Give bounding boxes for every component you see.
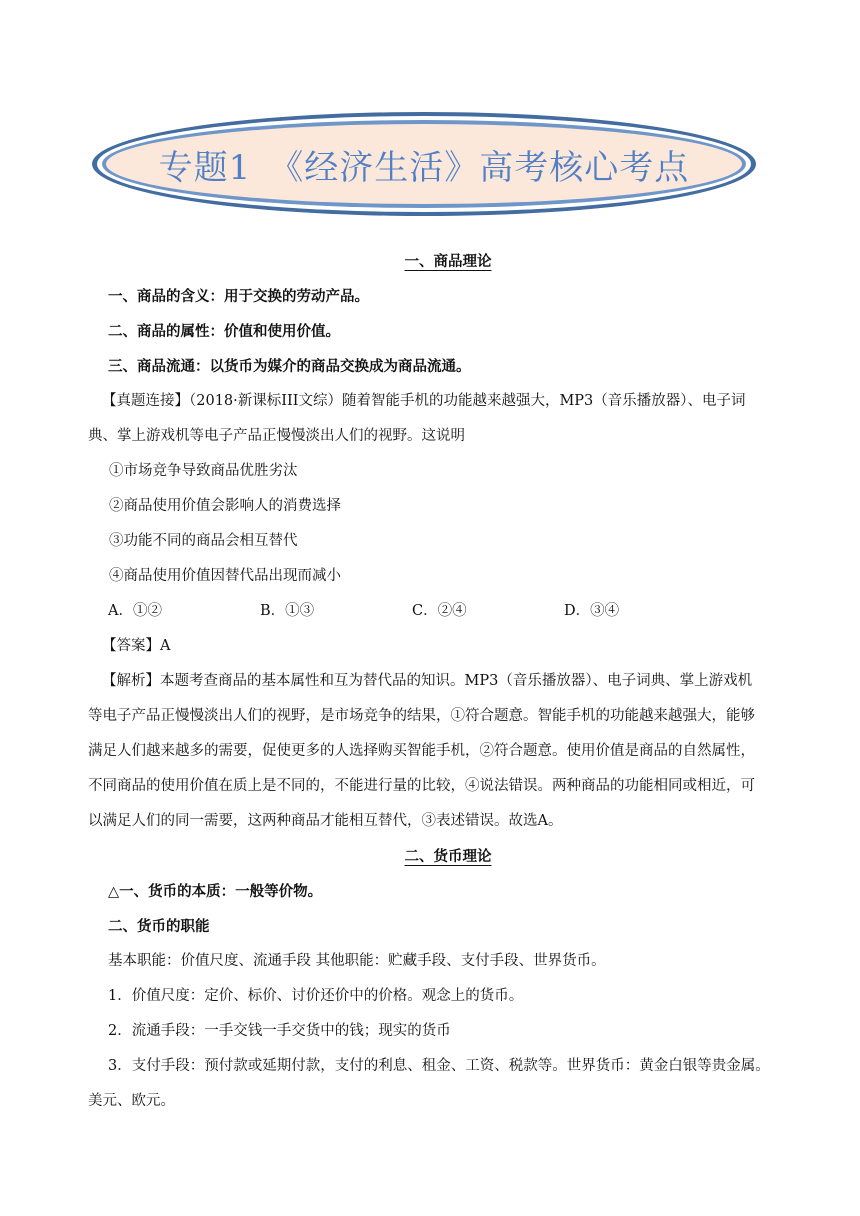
option-d: D．③④ [564, 603, 620, 619]
analysis-line: 不同商品的使用价值在质上是不同的，不能进行量的比较，④说法错误。两种商品的功能相同或相近，可 [88, 778, 755, 794]
question-stem-line: 典、掌上游戏机等电子产品正慢慢淡出人们的视野。这说明 [88, 428, 465, 444]
body-line: 1．价值尺度：定价、标价、讨价还价中的价格。观念上的货币。 [108, 988, 524, 1004]
body-line: 2．流通手段：一手交钱一手交货中的钱；现实的货币 [108, 1023, 451, 1039]
page-title: 专题1 《经济生活》高考核心考点 [158, 147, 690, 188]
body-line: 3．支付手段：预付款或延期付款，支付的利息、租金、工资、税款等。世界货币：黄金白银等贵金属。 [108, 1058, 770, 1074]
answer-options [108, 594, 788, 629]
question-stem-line: 【真题连接】（2018·新课标III文综）随着智能手机的功能越来越强大，MP3（音乐播放器）、电子词 [102, 393, 746, 409]
option-b: B．①③ [260, 603, 315, 619]
statement-item: ①市场竞争导致商品优胜劣汰 [109, 463, 298, 479]
body-line: 基本职能：价值尺度、流通手段 其他职能：贮藏手段、支付手段、世界货币。 [108, 953, 606, 969]
body-line: 美元、欧元。 [88, 1093, 175, 1109]
answer-line: 【答案】A [102, 638, 171, 654]
statement-item: ④商品使用价值因替代品出现而减小 [109, 568, 341, 584]
section-heading-1: 一、商品理论 [404, 253, 492, 270]
point-2: 二、货币的职能 [108, 918, 210, 935]
statement-item: ②商品使用价值会影响人的消费选择 [109, 498, 341, 514]
point-3: 三、商品流通：以货币为媒介的商品交换成为商品流通。 [108, 358, 471, 375]
title-banner [88, 108, 760, 220]
analysis-line: 满足人们越来越多的需要，促使更多的人选择购买智能手机，②符合题意。使用价值是商品的自然属性， [88, 743, 755, 759]
option-c: C．②④ [412, 603, 467, 619]
analysis-line: 【解析】本题考查商品的基本属性和互为替代品的知识。MP3（音乐播放器）、电子词典、掌上游戏机 [102, 673, 753, 689]
point-1: △一、货币的本质：一般等价物。 [108, 883, 323, 900]
option-a: A．①② [108, 603, 162, 619]
point-2: 二、商品的属性：价值和使用价值。 [108, 323, 340, 340]
statement-item: ③功能不同的商品会相互替代 [109, 533, 298, 549]
point-1: 一、商品的含义：用于交换的劳动产品。 [108, 288, 369, 305]
section-heading-2: 二、货币理论 [404, 848, 492, 865]
document-body [88, 244, 788, 1119]
analysis-line: 以满足人们的同一需要，这两种商品才能相互替代，③表述错误。故选A。 [88, 813, 563, 829]
analysis-line: 等电子产品正慢慢淡出人们的视野，是市场竞争的结果，①符合题意。智能手机的功能越来越强大，能够 [88, 708, 755, 724]
